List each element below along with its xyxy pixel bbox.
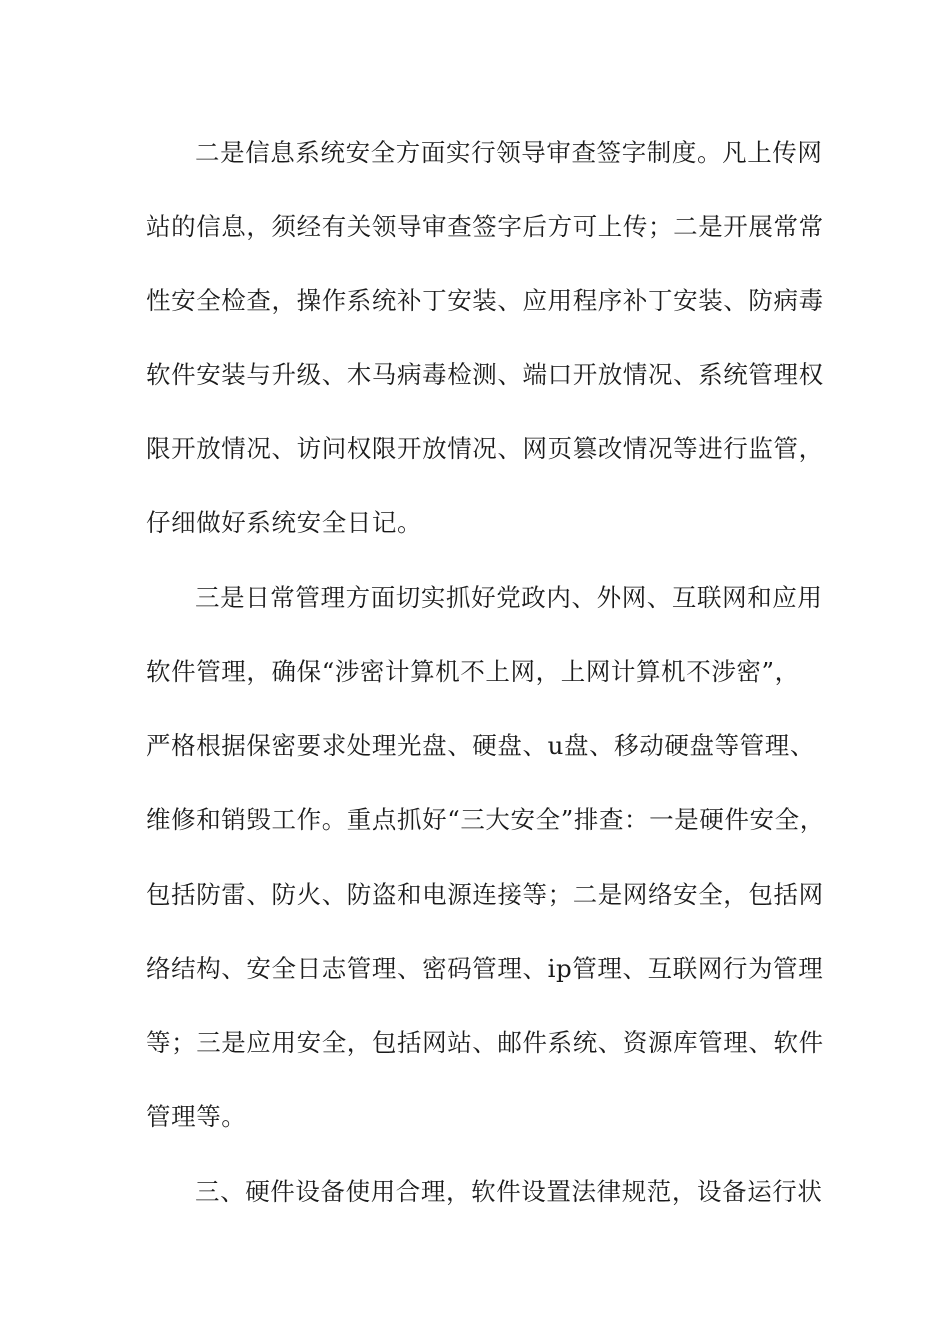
- paragraph-2-line-6: 络结构、安全日志管理、密码管理、ip管理、互联网行为管理: [146, 954, 824, 983]
- paragraph-2-line-8: 管理等。: [146, 1102, 247, 1131]
- paragraph-1-line-6: 仔细做好系统安全日记。: [146, 508, 423, 537]
- paragraph-1-line-5: 限开放情况、访问权限开放情况、网页篡改情况等进行监管，: [146, 434, 824, 463]
- paragraph-3-line-1: 三、硬件设备使用合理，软件设置法律规范，设备运行状: [195, 1177, 823, 1206]
- paragraph-2-line-5: 包括防雷、防火、防盗和电源连接等；二是网络安全，包括网: [146, 880, 824, 909]
- paragraph-2-line-4: 维修和销毁工作。重点抓好“三大安全”排查：一是硬件安全，: [146, 805, 825, 834]
- paragraph-1-line-4: 软件安装与升级、木马病毒检测、端口开放情况、系统管理权: [146, 360, 824, 389]
- paragraph-2-line-7: 等；三是应用安全，包括网站、邮件系统、资源库管理、软件: [146, 1028, 824, 1057]
- paragraph-1-line-2: 站的信息，须经有关领导审查签字后方可上传；二是开展常常: [146, 212, 824, 241]
- paragraph-1-line-3: 性安全检查，操作系统补丁安装、应用程序补丁安装、防病毒: [146, 286, 824, 315]
- paragraph-2-line-3: 严格根据保密要求处理光盘、硬盘、u盘、移动硬盘等管理、: [146, 731, 815, 760]
- paragraph-1-line-1: 二是信息系统安全方面实行领导审查签字制度。凡上传网: [195, 138, 823, 167]
- paragraph-2-line-1: 三是日常管理方面切实抓好党政内、外网、互联网和应用: [195, 583, 823, 612]
- paragraph-2-line-2: 软件管理，确保“涉密计算机不上网，上网计算机不涉密”，: [146, 657, 800, 686]
